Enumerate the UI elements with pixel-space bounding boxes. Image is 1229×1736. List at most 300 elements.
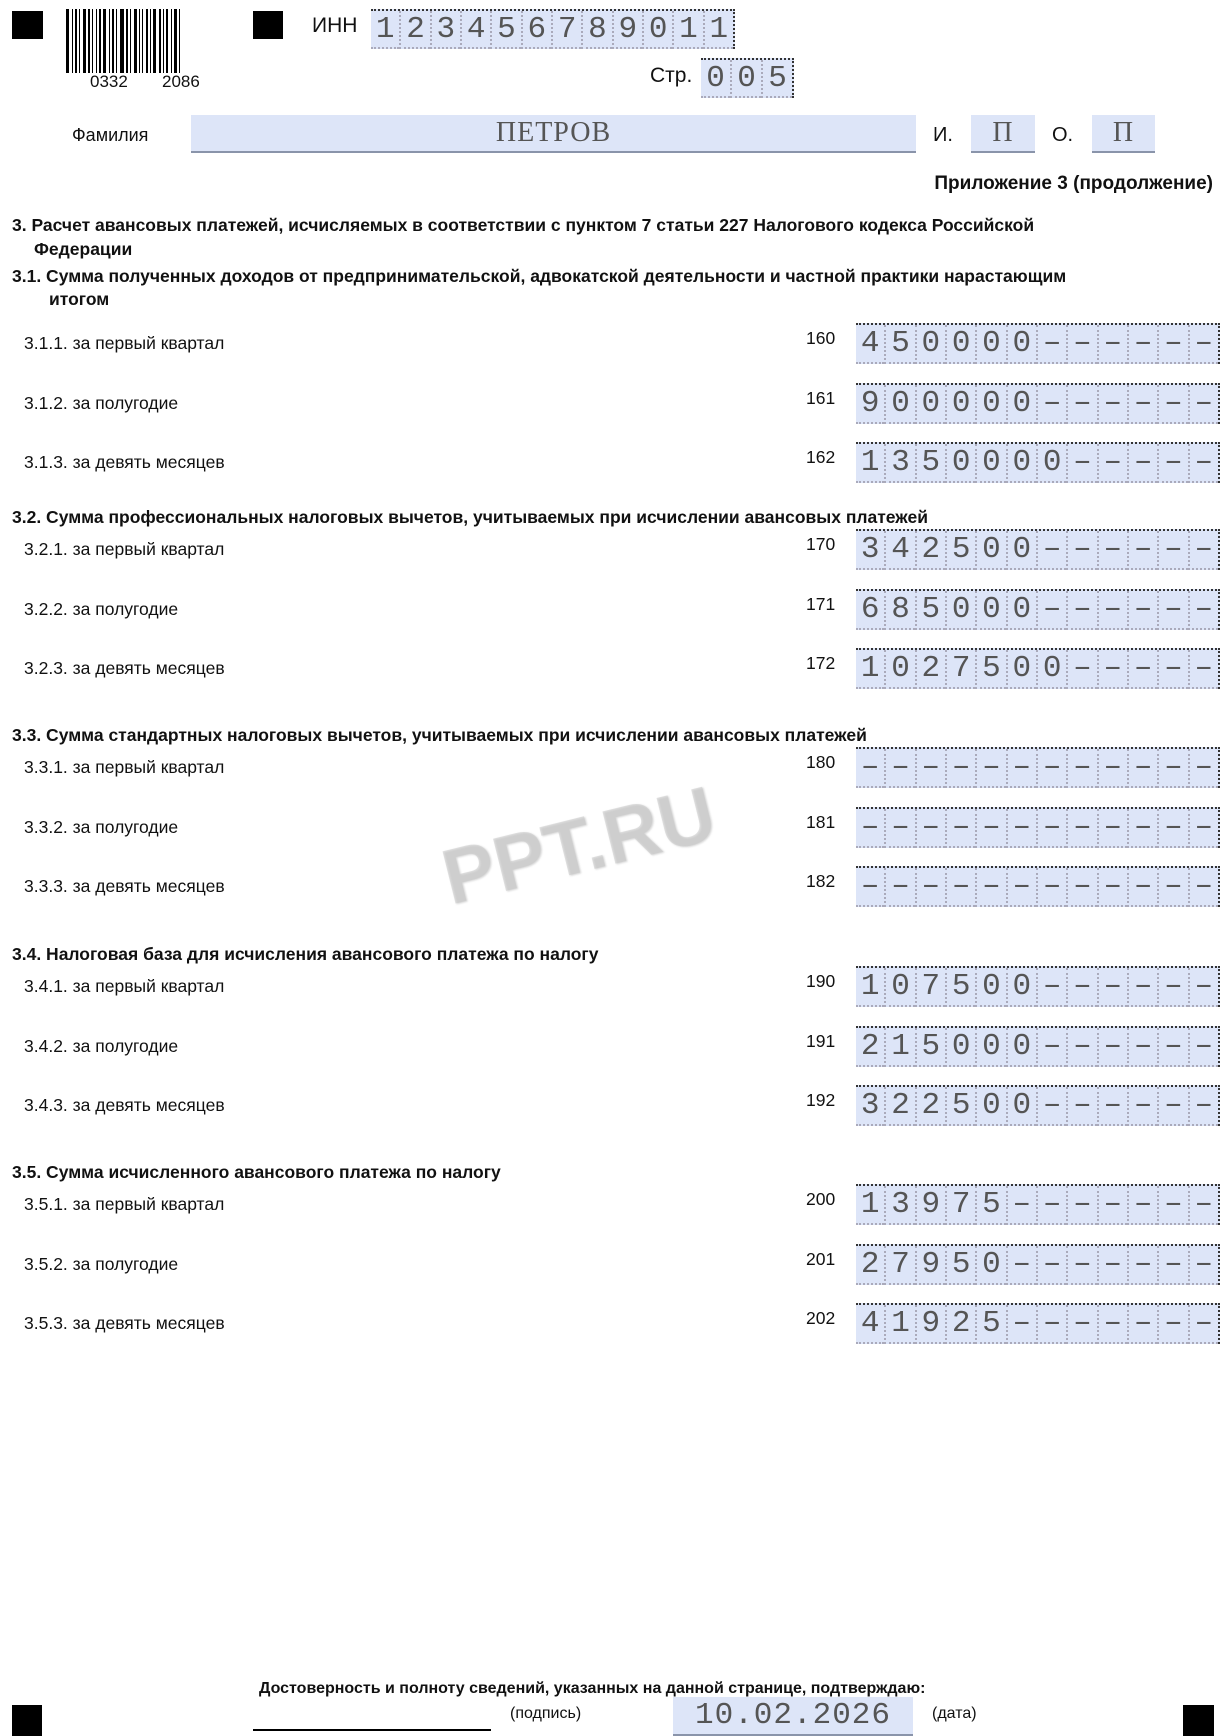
value-digit-cell: – [975, 868, 1005, 907]
value-digit-cell: 3 [856, 1087, 884, 1126]
value-digit-cell: 0 [1006, 325, 1036, 364]
inn-field[interactable] [371, 9, 735, 49]
barcode-bar [88, 9, 90, 73]
value-digit-cell: 0 [1006, 1087, 1036, 1126]
row-value-field-171[interactable] [856, 589, 1220, 630]
surname-label: Фамилия [72, 125, 149, 145]
value-digit-cell: – [1097, 968, 1127, 1007]
value-digit-cell: – [1066, 325, 1096, 364]
barcode-bar [92, 9, 93, 73]
value-digit-cell: – [1066, 868, 1096, 907]
value-digit-cell: – [1157, 868, 1187, 907]
initial-o-field[interactable]: П [1092, 115, 1155, 153]
row-label: 3.4.2. за полугодие [24, 1035, 179, 1056]
row-code: 162 [806, 447, 836, 467]
surname-field[interactable]: ПЕТРОВ [191, 115, 916, 153]
row-label: 3.3.1. за первый квартал [24, 757, 225, 777]
value-digit-cell: – [1127, 968, 1157, 1007]
value-digit-cell: – [1066, 591, 1096, 630]
row-value-field-190[interactable] [856, 966, 1220, 1007]
value-digit-cell: – [1188, 1305, 1218, 1344]
row-value-field-162[interactable] [856, 442, 1220, 483]
value-digit-cell: 2 [856, 1246, 884, 1285]
value-digit-cell: – [1066, 1087, 1096, 1126]
value-digit-cell: – [1066, 531, 1096, 570]
inn-digit-cell: 5 [490, 11, 520, 49]
barcode-bar [126, 9, 128, 73]
row-value-field-160[interactable] [856, 323, 1220, 364]
value-digit-cell: 0 [884, 968, 914, 1007]
date-label: (дата) [932, 1705, 977, 1722]
row-value-field-192[interactable] [856, 1085, 1220, 1126]
barcode-bar [130, 9, 131, 73]
value-digit-cell: – [1006, 749, 1036, 788]
value-digit-cell: – [915, 868, 945, 907]
value-digit-cell: – [1066, 968, 1096, 1007]
initial-i-label: И. [933, 124, 953, 146]
value-digit-cell: – [1157, 968, 1187, 1007]
row-value-field-172[interactable] [856, 648, 1220, 689]
value-digit-cell: 8 [884, 591, 914, 630]
row-code: 180 [806, 752, 836, 772]
barcode-bar [142, 9, 143, 73]
section-3-title-cont: Федерации [34, 239, 133, 259]
row-code: 191 [806, 1030, 836, 1051]
row-value-field-191[interactable] [856, 1026, 1220, 1067]
value-digit-cell: 9 [915, 1246, 945, 1285]
value-digit-cell: 2 [856, 1028, 884, 1067]
value-digit-cell: – [1127, 1028, 1157, 1067]
barcode-digits-right: 2086 [162, 72, 200, 91]
value-digit-cell: – [1157, 1305, 1187, 1344]
value-digit-cell: 4 [856, 325, 884, 364]
value-digit-cell: 5 [915, 591, 945, 630]
value-digit-cell: – [1157, 749, 1187, 788]
value-digit-cell: 2 [915, 650, 945, 689]
inn-digit-cell: 9 [612, 11, 642, 49]
value-digit-cell: – [1127, 650, 1157, 689]
barcode-bar [134, 9, 137, 73]
value-digit-cell: – [915, 749, 945, 788]
value-digit-cell: – [1006, 868, 1036, 907]
value-digit-cell: – [1188, 868, 1218, 907]
value-digit-cell: 0 [945, 325, 975, 364]
value-digit-cell: 2 [884, 1087, 914, 1126]
barcode-bar [153, 9, 156, 73]
value-digit-cell: – [1127, 1305, 1157, 1344]
inn-digit-cell: 0 [642, 11, 672, 49]
value-digit-cell: – [945, 749, 975, 788]
value-digit-cell: 3 [884, 444, 914, 483]
value-digit-cell: 4 [856, 1305, 884, 1344]
value-digit-cell: 1 [856, 1186, 884, 1225]
value-digit-cell: 2 [915, 1087, 945, 1126]
row-value-field-180[interactable] [856, 747, 1220, 788]
inn-digit-cell: 7 [551, 11, 581, 49]
inn-digit-cell: 3 [430, 11, 460, 49]
inn-digit-cell: 4 [460, 11, 490, 49]
barcode-bar [66, 9, 69, 73]
value-digit-cell: – [1097, 385, 1127, 424]
confirmation-text: Достоверность и полноту сведений, указанных на данной странице, подтверждаю: [259, 1680, 926, 1697]
section-3-title: 3. Расчет авансовых платежей, исчисляемых в соответствии с пунктом 7 статьи 227 Налогового кодекса Российской [12, 215, 1035, 235]
value-digit-cell: 5 [975, 650, 1005, 689]
value-digit-cell: 0 [1006, 444, 1036, 483]
section-title: 3.2. Сумма профессиональных налоговых вычетов, учитываемых при исчислении авансовых платежей [12, 507, 928, 527]
value-digit-cell: – [1097, 749, 1127, 788]
row-value-field-182[interactable] [856, 866, 1220, 907]
row-label: 3.4.3. за девять месяцев [24, 1095, 225, 1115]
row-label: 3.2.2. за полугодие [24, 598, 179, 619]
value-digit-cell: – [1127, 591, 1157, 630]
barcode-bar [75, 9, 77, 73]
value-digit-cell: 0 [884, 650, 914, 689]
value-digit-cell: 0 [975, 591, 1005, 630]
value-digit-cell: 0 [1006, 968, 1036, 1007]
value-digit-cell: – [1036, 809, 1066, 848]
value-digit-cell: 7 [945, 650, 975, 689]
initial-o-label: О. [1052, 124, 1074, 146]
value-digit-cell: 0 [1036, 650, 1066, 689]
barcode-bar [99, 9, 101, 73]
barcode-bar [166, 9, 168, 73]
value-digit-cell: 0 [1006, 650, 1036, 689]
value-digit-cell: 2 [915, 531, 945, 570]
value-digit-cell: – [1036, 1305, 1066, 1344]
row-label: 3.1.2. за полугодие [24, 392, 179, 413]
value-digit-cell: – [1188, 968, 1218, 1007]
value-digit-cell: – [1127, 809, 1157, 848]
value-digit-cell: 1 [856, 968, 884, 1007]
value-digit-cell: – [1097, 1186, 1127, 1225]
value-digit-cell: 0 [945, 385, 975, 424]
barcode-bar [96, 9, 97, 73]
barcode-digits-left: 0332 [90, 72, 128, 91]
value-digit-cell: – [1188, 1087, 1218, 1126]
section-title: 3.5. Сумма исчисленного авансового платежа по налогу [12, 1162, 501, 1182]
value-digit-cell: – [1097, 444, 1127, 483]
value-digit-cell: – [884, 868, 914, 907]
value-digit-cell: – [1188, 749, 1218, 788]
row-code: 171 [806, 593, 836, 614]
value-digit-cell: – [1157, 809, 1187, 848]
value-digit-cell: 0 [975, 325, 1005, 364]
appendix-title: Приложение 3 (продолжение) [934, 173, 1213, 194]
row-value-field-170[interactable] [856, 529, 1220, 570]
barcode-bar [120, 9, 124, 73]
value-digit-cell: 5 [945, 531, 975, 570]
barcode-bar [109, 9, 110, 73]
barcode-bar [72, 9, 73, 73]
page-digit-cell: 0 [730, 60, 761, 98]
value-digit-cell: 0 [915, 325, 945, 364]
value-digit-cell: – [1066, 1186, 1096, 1225]
row-value-field-161[interactable] [856, 383, 1220, 424]
value-digit-cell: – [1157, 1186, 1187, 1225]
value-digit-cell: 1 [856, 650, 884, 689]
value-digit-cell: – [1127, 444, 1157, 483]
barcode-bar [179, 9, 180, 73]
row-code: 161 [806, 387, 836, 408]
row-code: 190 [806, 971, 836, 991]
value-digit-cell: – [1157, 1028, 1187, 1067]
value-digit-cell: – [1157, 650, 1187, 689]
row-code: 160 [806, 328, 836, 348]
value-digit-cell: 0 [1006, 531, 1036, 570]
barcode-bar [174, 9, 177, 73]
value-digit-cell: – [1036, 968, 1066, 1007]
section-title: 3.1. Сумма полученных доходов от предпринимательской, адвокатской деятельности и частной практики нарастающим [12, 266, 1067, 286]
value-digit-cell: – [945, 809, 975, 848]
value-digit-cell: – [1097, 531, 1127, 570]
row-code: 182 [806, 871, 836, 891]
value-digit-cell: 4 [884, 531, 914, 570]
barcode-bar [103, 9, 106, 73]
value-digit-cell: – [1188, 591, 1218, 630]
value-digit-cell: 0 [975, 1246, 1005, 1285]
value-digit-cell: – [1066, 444, 1096, 483]
value-digit-cell: 5 [945, 1246, 975, 1285]
value-digit-cell: – [1188, 1186, 1218, 1225]
value-digit-cell: – [856, 809, 884, 848]
value-digit-cell: – [1036, 1186, 1066, 1225]
value-digit-cell: – [1006, 809, 1036, 848]
row-label: 3.1.3. за девять месяцев [24, 452, 225, 472]
row-label: 3.3.3. за девять месяцев [24, 876, 225, 896]
value-digit-cell: – [1066, 1305, 1096, 1344]
value-digit-cell: – [1036, 1087, 1066, 1126]
value-digit-cell: – [1097, 591, 1127, 630]
barcode-bar [116, 9, 117, 73]
value-digit-cell: – [1006, 1186, 1036, 1225]
signature-label: (подпись) [510, 1705, 582, 1722]
value-digit-cell: – [1066, 1246, 1096, 1285]
page-label: Стр. [650, 64, 693, 87]
value-digit-cell: – [1127, 1186, 1157, 1225]
value-digit-cell: – [975, 809, 1005, 848]
value-digit-cell: 5 [915, 444, 945, 483]
value-digit-cell: – [1036, 325, 1066, 364]
value-digit-cell: – [1127, 1087, 1157, 1126]
value-digit-cell: – [856, 868, 884, 907]
value-digit-cell: – [856, 749, 884, 788]
value-digit-cell: 3 [856, 531, 884, 570]
value-digit-cell: – [1157, 1087, 1187, 1126]
value-digit-cell: – [1036, 531, 1066, 570]
value-digit-cell: – [1066, 650, 1096, 689]
value-digit-cell: 5 [884, 325, 914, 364]
row-value-field-201[interactable] [856, 1244, 1220, 1285]
row-code: 172 [806, 653, 836, 673]
corner-marker-bottom-right [1183, 1705, 1214, 1736]
row-value-field-202[interactable] [856, 1303, 1220, 1344]
row-code: 202 [806, 1308, 836, 1328]
corner-marker-top [253, 11, 283, 39]
page-number-field[interactable] [701, 58, 794, 98]
value-digit-cell: – [1036, 1028, 1066, 1067]
value-digit-cell: 0 [945, 591, 975, 630]
value-digit-cell: 5 [975, 1305, 1005, 1344]
value-digit-cell: – [1006, 1246, 1036, 1285]
value-digit-cell: – [945, 868, 975, 907]
value-digit-cell: – [1188, 325, 1218, 364]
barcode-bar [146, 9, 148, 73]
barcode-bar [171, 9, 172, 73]
value-digit-cell: – [1097, 325, 1127, 364]
value-digit-cell: 0 [884, 385, 914, 424]
section-title: 3.4. Налоговая база для исчисления авансового платежа по налогу [12, 944, 599, 964]
row-label: 3.5.3. за девять месяцев [24, 1313, 225, 1333]
corner-marker-top-left [12, 11, 43, 39]
value-digit-cell: – [1157, 385, 1187, 424]
row-value-field-181[interactable] [856, 807, 1220, 848]
value-digit-cell: 0 [1006, 591, 1036, 630]
value-digit-cell: – [1127, 325, 1157, 364]
row-label: 3.3.2. за полугодие [24, 816, 179, 837]
value-digit-cell: – [1006, 1305, 1036, 1344]
value-digit-cell: 0 [945, 444, 975, 483]
value-digit-cell: 1 [884, 1305, 914, 1344]
date-field[interactable]: 10.02.2026 [673, 1697, 913, 1736]
row-code: 192 [806, 1090, 836, 1110]
value-digit-cell: 5 [975, 1186, 1005, 1225]
value-digit-cell: – [1188, 385, 1218, 424]
value-digit-cell: 0 [975, 968, 1005, 1007]
row-code: 201 [806, 1248, 836, 1269]
value-digit-cell: – [1036, 1246, 1066, 1285]
value-digit-cell: – [1127, 749, 1157, 788]
value-digit-cell: 0 [945, 1028, 975, 1067]
value-digit-cell: 9 [856, 385, 884, 424]
value-digit-cell: – [1097, 650, 1127, 689]
value-digit-cell: 3 [884, 1186, 914, 1225]
value-digit-cell: 2 [945, 1305, 975, 1344]
value-digit-cell: 5 [945, 968, 975, 1007]
value-digit-cell: 0 [975, 531, 1005, 570]
value-digit-cell: – [1036, 591, 1066, 630]
value-digit-cell: – [1157, 325, 1187, 364]
value-digit-cell: – [1188, 1028, 1218, 1067]
value-digit-cell: – [1127, 1246, 1157, 1285]
value-digit-cell: – [1188, 809, 1218, 848]
value-digit-cell: – [1066, 1028, 1096, 1067]
value-digit-cell: 9 [915, 1305, 945, 1344]
value-digit-cell: – [1097, 1028, 1127, 1067]
value-digit-cell: – [1157, 531, 1187, 570]
inn-digit-cell: 1 [672, 11, 702, 49]
signature-line[interactable] [253, 1729, 491, 1731]
row-label: 3.4.1. за первый квартал [24, 976, 225, 996]
value-digit-cell: 7 [945, 1186, 975, 1225]
inn-digit-cell: 2 [399, 11, 429, 49]
value-digit-cell: – [1127, 531, 1157, 570]
watermark: PPT.RU [433, 768, 724, 922]
section-title-cont: итогом [49, 289, 110, 309]
value-digit-cell: – [884, 809, 914, 848]
row-label: 3.2.3. за девять месяцев [24, 658, 225, 678]
value-digit-cell: – [1127, 868, 1157, 907]
row-value-field-200[interactable] [856, 1184, 1220, 1225]
section-title: 3.3. Сумма стандартных налоговых вычетов, учитываемых при исчислении авансовых платежей [12, 725, 867, 745]
value-digit-cell: – [1157, 1246, 1187, 1285]
row-label: 3.5.1. за первый квартал [24, 1194, 225, 1214]
value-digit-cell: – [1036, 385, 1066, 424]
value-digit-cell: – [1188, 531, 1218, 570]
value-digit-cell: 0 [915, 385, 945, 424]
inn-label: ИНН [312, 14, 358, 37]
value-digit-cell: – [975, 749, 1005, 788]
inn-digit-cell: 6 [521, 11, 551, 49]
value-digit-cell: – [884, 749, 914, 788]
value-digit-cell: – [1097, 1246, 1127, 1285]
value-digit-cell: 0 [975, 444, 1005, 483]
value-digit-cell: 0 [975, 1087, 1005, 1126]
value-digit-cell: – [1188, 444, 1218, 483]
row-code: 181 [806, 811, 836, 832]
value-digit-cell: 0 [975, 1028, 1005, 1067]
value-digit-cell: 9 [915, 1186, 945, 1225]
barcode-bar [150, 9, 151, 73]
corner-marker-bottom-left [12, 1705, 42, 1736]
value-digit-cell: – [1188, 650, 1218, 689]
value-digit-cell: 0 [1036, 444, 1066, 483]
value-digit-cell: 0 [1006, 1028, 1036, 1067]
value-digit-cell: – [1097, 868, 1127, 907]
value-digit-cell: – [1097, 1305, 1127, 1344]
barcode-bar [139, 9, 140, 73]
value-digit-cell: – [1066, 809, 1096, 848]
barcode-bar [163, 9, 164, 73]
value-digit-cell: 1 [856, 444, 884, 483]
inn-digit-cell: 1 [703, 11, 733, 49]
value-digit-cell: – [915, 809, 945, 848]
value-digit-cell: 1 [884, 1028, 914, 1067]
value-digit-cell: 0 [1006, 385, 1036, 424]
row-label: 3.2.1. за первый квартал [24, 539, 225, 559]
value-digit-cell: – [1188, 1246, 1218, 1285]
barcode-bar [83, 9, 86, 73]
value-digit-cell: 7 [884, 1246, 914, 1285]
value-digit-cell: 5 [945, 1087, 975, 1126]
value-digit-cell: 5 [915, 1028, 945, 1067]
barcode-bar [79, 9, 80, 73]
row-code: 200 [806, 1189, 836, 1209]
value-digit-cell: – [1097, 1087, 1127, 1126]
initial-i-field[interactable]: П [971, 115, 1035, 153]
value-digit-cell: 7 [915, 968, 945, 1007]
inn-digit-cell: 1 [371, 11, 399, 49]
page-digit-cell: 0 [701, 60, 730, 98]
barcode [66, 9, 228, 73]
inn-digit-cell: 8 [581, 11, 611, 49]
value-digit-cell: – [1036, 868, 1066, 907]
row-label: 3.5.2. за полугодие [24, 1253, 179, 1274]
value-digit-cell: – [1157, 444, 1187, 483]
value-digit-cell: – [1066, 749, 1096, 788]
value-digit-cell: – [1066, 385, 1096, 424]
value-digit-cell: – [1097, 809, 1127, 848]
page-digit-cell: 5 [761, 60, 792, 98]
value-digit-cell: 0 [975, 385, 1005, 424]
row-code: 170 [806, 534, 836, 554]
value-digit-cell: 6 [856, 591, 884, 630]
value-digit-cell: – [1127, 385, 1157, 424]
barcode-bar [159, 9, 161, 73]
value-digit-cell: – [1036, 749, 1066, 788]
barcode-bar [112, 9, 114, 73]
row-label: 3.1.1. за первый квартал [24, 333, 225, 353]
value-digit-cell: – [1157, 591, 1187, 630]
